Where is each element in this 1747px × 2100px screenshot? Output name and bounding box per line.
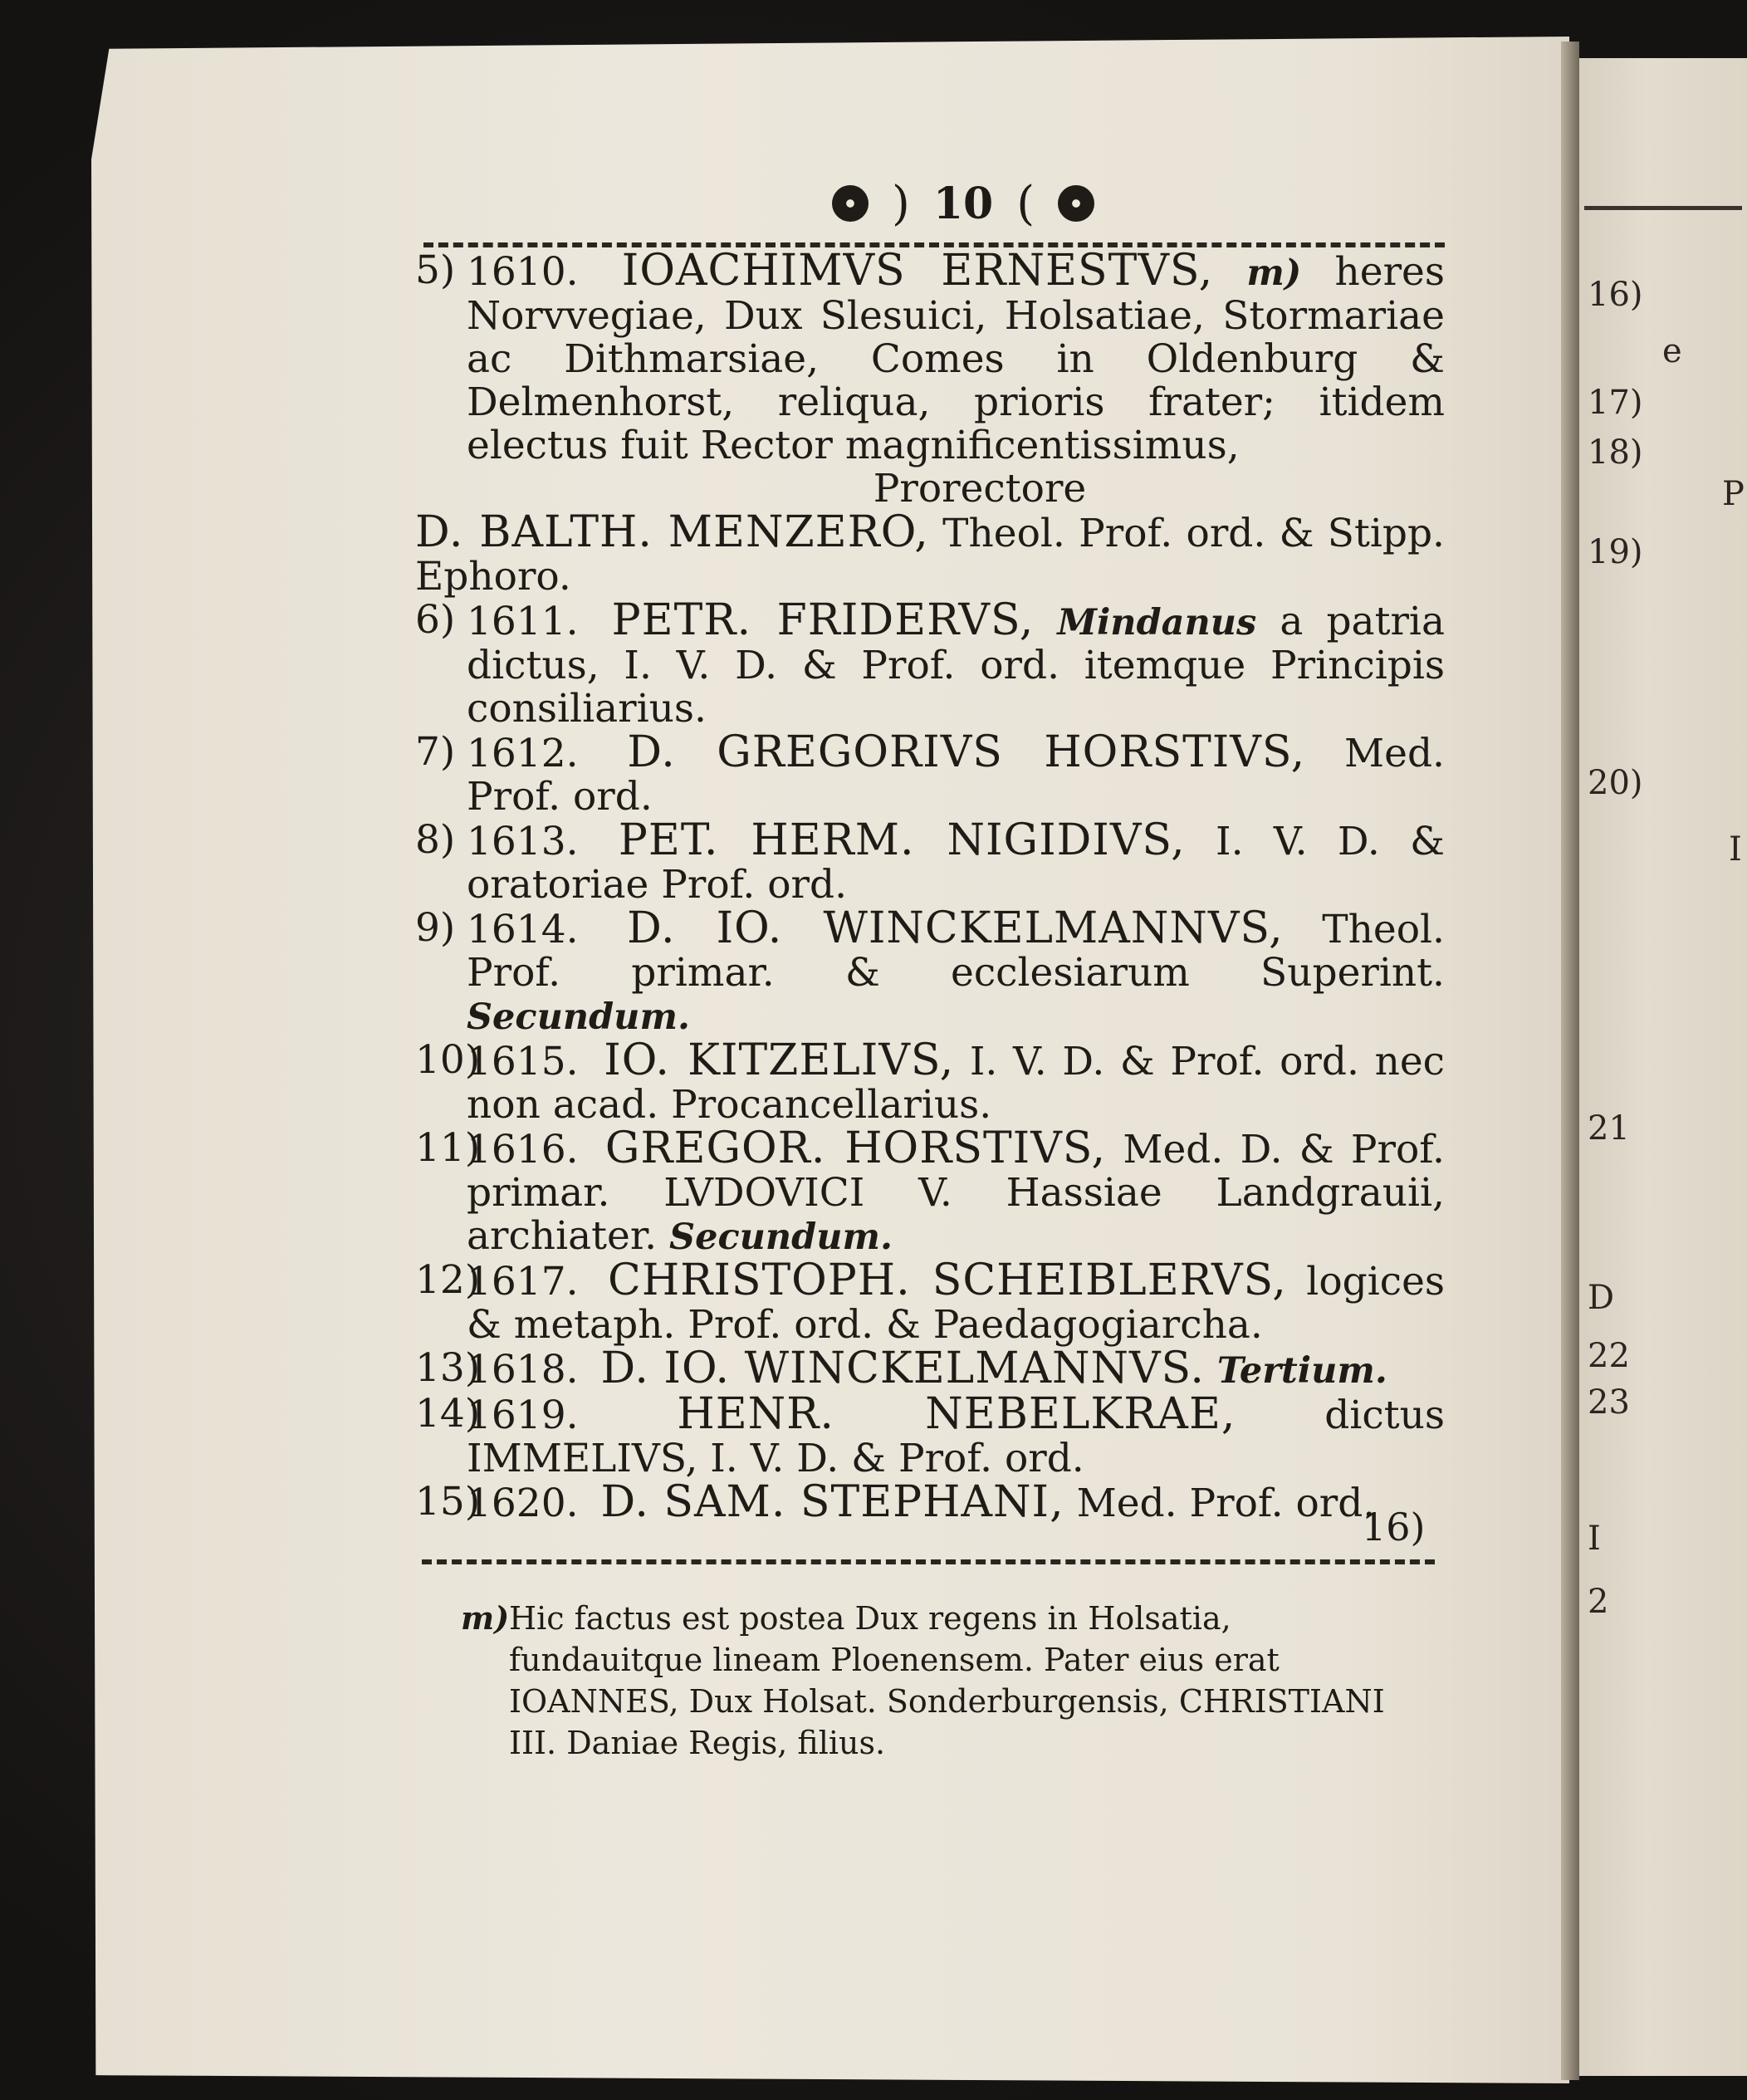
list-item: 5) 1610. IOACHIMVS ERNESTVS, m) heres Norvvegiae, Dux Slesuici, Holsatiae, Stormariae ac Dithmarsiae, Comes in Oldenburg & Delmenhorst, reliqua, prioris frater; itidem electus fuit Rector magnificentissimus, xyxy=(415,246,1445,468)
rosette-ornament-icon xyxy=(1058,185,1094,222)
facing-page-line: 22 xyxy=(1588,1337,1630,1375)
list-item: 6) 1611. PETR. FRIDERVS, Mindanus a patria dictus, I. V. D. & Prof. ord. itemque Principis consiliarius. xyxy=(415,595,1445,732)
list-item: 12) 1617. CHRISTOPH. SCHEIBLERVS, logices & metaph. Prof. ord. & Paedagogiarcha. xyxy=(415,1256,1445,1348)
facing-page-edge xyxy=(1579,58,1747,2076)
rosette-ornament-icon xyxy=(832,185,869,222)
facing-page-line: 18) xyxy=(1588,433,1643,472)
list-item: 15) 1620. D. SAM. STEPHANI, Med. Prof. ord. xyxy=(415,1477,1376,1527)
facing-page-line: 2 xyxy=(1588,1583,1609,1621)
footnote-rule xyxy=(422,1559,1435,1564)
footnote-text: Hic factus est postea Dux regens in Holsatia, fundauitque lineam Ploenensem. Pater eius erat IOANNES, Dux Holsat. Sonderburgensis, CHRISTIANI III. Daniae Regis, filius. xyxy=(509,1600,1385,1761)
facing-page-line: D xyxy=(1588,1279,1615,1317)
facing-page-line: e xyxy=(1662,332,1682,370)
footnote xyxy=(461,1598,1432,1764)
list-item: 9) 1614. D. IO. WINCKELMANNVS, Theol. Prof. primar. & ecclesiarum Superint. Secundum. xyxy=(415,903,1445,1038)
footnote-marker: m) xyxy=(461,1599,510,1637)
list-item: 14) 1619. HENR. NEBELKRAE, dictus IMMELIVS, I. V. D. & Prof. ord. xyxy=(415,1389,1445,1481)
list-item: 7) 1612. D. GREGORIVS HORSTIVS, Med. Prof. ord. xyxy=(415,727,1445,820)
facing-page-line: 17) xyxy=(1588,384,1643,422)
page-number: 10 xyxy=(932,178,994,229)
facing-page-line: 19) xyxy=(1588,533,1643,571)
catchword: 16) xyxy=(1362,1505,1426,1549)
prorector-label: Prorectore xyxy=(873,466,1087,512)
list-item: 10) 1615. IO. KITZELIVS, I. V. D. & Prof. ord. nec non acad. Procancellarius. xyxy=(415,1035,1445,1128)
facing-page-line: P xyxy=(1722,475,1745,513)
running-head xyxy=(789,170,1138,237)
list-item: 11) 1616. GREGOR. HORSTIVS, Med. D. & Prof. primar. LVDOVICI V. Hassiae Landgrauii, archiater. Secundum. xyxy=(415,1123,1445,1259)
prorector-entry: D. BALTH. MENZERO, Theol. Prof. ord. & Stipp. Ephoro. xyxy=(415,507,1445,600)
list-item: 8) 1613. PET. HERM. NIGIDIVS, I. V. D. & oratoriae Prof. ord. xyxy=(415,815,1445,908)
running-head-right: ( xyxy=(1016,176,1035,231)
facing-page-line: 23 xyxy=(1588,1383,1630,1422)
book-gutter xyxy=(1561,42,1579,2080)
facing-page-line: 21 xyxy=(1588,1109,1630,1148)
facing-page-rule xyxy=(1584,206,1742,210)
facing-page-line: 16) xyxy=(1588,276,1643,314)
rector-list xyxy=(415,246,1445,1527)
list-item: 13) 1618. D. IO. WINCKELMANNVS. Tertium. xyxy=(415,1344,1387,1393)
facing-page-line: I xyxy=(1588,1520,1601,1558)
facing-page-line: 20) xyxy=(1588,764,1643,802)
running-head-left: ) xyxy=(891,176,910,231)
facing-page-line: I xyxy=(1729,830,1742,869)
